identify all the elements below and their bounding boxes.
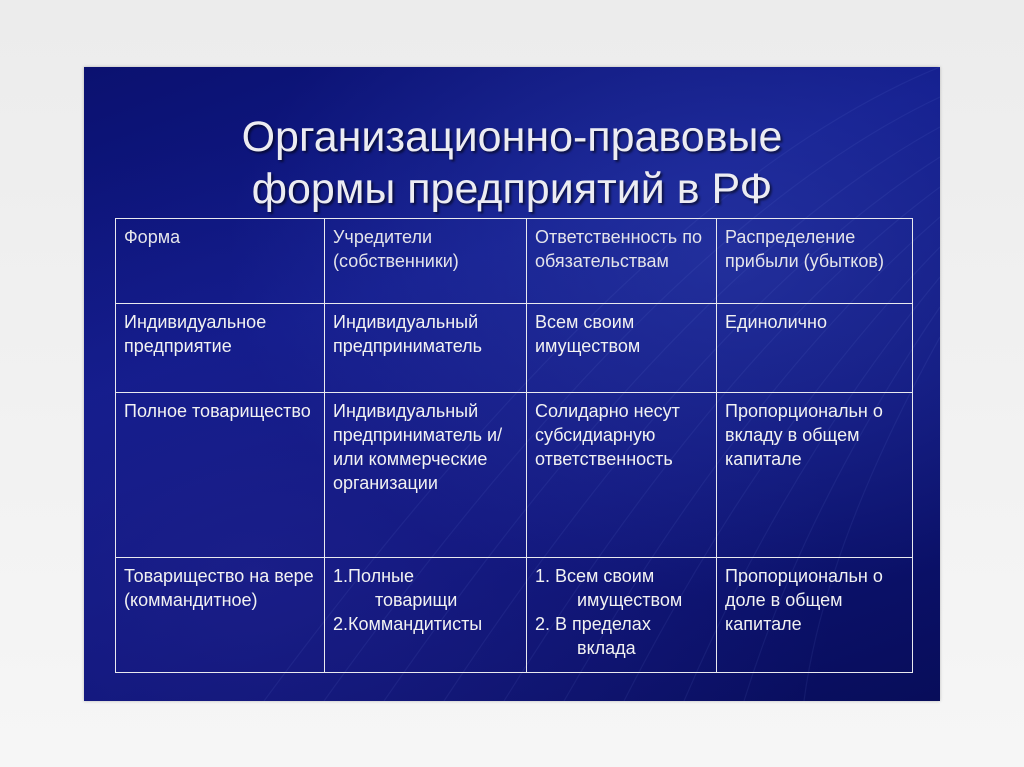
slide-title [84,111,940,215]
slide-title-line-1: Организационно-правовые [241,113,783,161]
cell-profit: Пропорциональн о вкладу в общем капитале [717,393,913,558]
liability-item-1: 1. Всем своим [535,566,655,586]
table-row [116,304,913,393]
founders-item-1: 1.Полные [333,566,414,586]
cell-forma: Товарищество на вере (коммандитное) [116,558,325,673]
cell-founders: Индивидуальный предприниматель и/или коммерческие организации [325,393,527,558]
cell-founders: Индивидуальный предприниматель [325,304,527,393]
header-founders: Учредители (собственники) [325,219,527,304]
table-header-row [116,219,913,304]
founders-item-1-cont: товарищи [375,590,458,610]
cell-liability: Всем своим имуществом [527,304,717,393]
cell-founders [325,558,527,673]
table-row [116,393,913,558]
liability-item-2: 2. В пределах [535,614,651,634]
cell-profit: Единолично [717,304,913,393]
slide [84,67,940,701]
header-liability: Ответственность по обязательствам [527,219,717,304]
legal-forms-table [115,218,913,673]
cell-forma: Полное товарищество [116,393,325,558]
slide-title-line-2: формы предприятий в РФ [251,165,773,213]
liability-item-2-cont: вклада [577,638,636,658]
cell-forma: Индивидуальное предприятие [116,304,325,393]
cell-liability: Солидарно несут субсидиарную ответственность [527,393,717,558]
cell-profit: Пропорциональн о доле в общем капитале [717,558,913,673]
founders-item-2: 2.Коммандитисты [333,614,483,634]
header-profit: Распределение прибыли (убытков) [717,219,913,304]
header-forma: Форма [116,219,325,304]
cell-liability [527,558,717,673]
table-row [116,558,913,673]
liability-item-1-cont: имуществом [577,590,683,610]
